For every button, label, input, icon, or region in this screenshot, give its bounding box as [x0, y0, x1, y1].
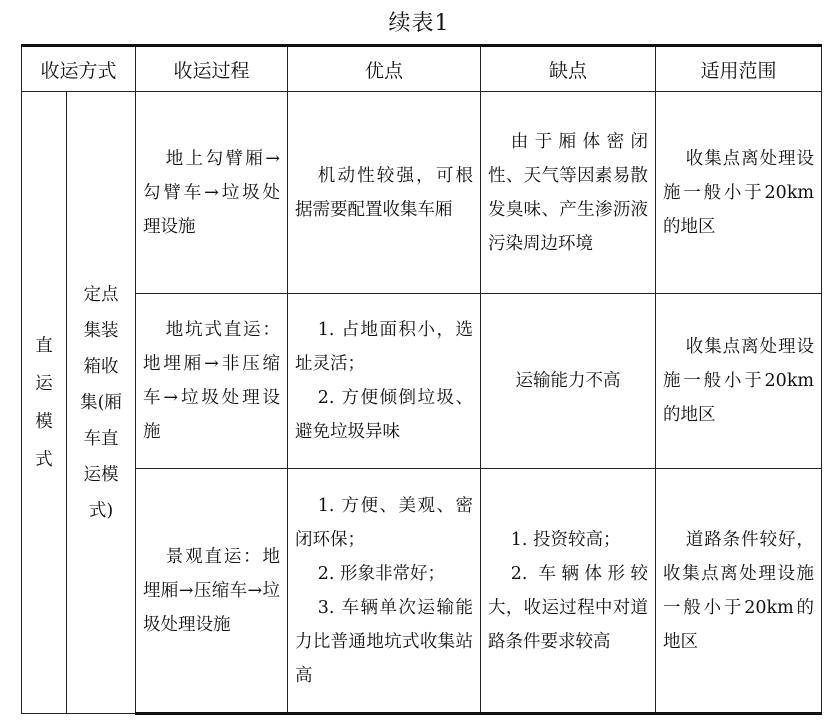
pros-item: 3. 车辆单次运输能力比普通地坑式收集站高: [295, 597, 474, 686]
header-mode: 收运方式: [22, 46, 136, 92]
process-cell: [136, 294, 288, 469]
process-cell: [136, 92, 288, 294]
cons-cell: [481, 294, 656, 469]
cons-cell: [481, 469, 656, 714]
comparison-table: [21, 44, 822, 715]
pros-item: 1. 占地面积小，选址灵活；: [295, 320, 474, 374]
header-row: [22, 46, 822, 92]
pros-text: 机动性较强，可根据需要配置收集车厢: [295, 165, 474, 220]
cons-cell: [481, 92, 656, 294]
process-cell: [136, 469, 288, 714]
submode-line: 式): [88, 500, 114, 521]
pros-cell: [288, 469, 481, 714]
cons-text: 由于厢体密闭性、天气等因素易散发臭味、产生渗沥液污染周边环境: [488, 131, 649, 254]
mode-char: 运: [35, 373, 53, 394]
submode-line: 箱收: [83, 356, 119, 377]
mode-char: 模: [35, 411, 53, 432]
submode-line: 定点: [83, 284, 119, 305]
submode-line: 运模: [83, 464, 119, 485]
submode-cell: [67, 92, 136, 714]
process-text: 景观直运：地埋厢→压缩车→垃圾处理设施: [143, 546, 281, 635]
header-cons: 缺点: [481, 46, 656, 92]
submode-line: 集(厢: [80, 392, 122, 413]
pros-item: 2. 方便倾倒垃圾、避免垃圾异味: [295, 388, 474, 442]
scope-cell: [656, 294, 822, 469]
pros-item: 2. 形象非常好；: [317, 563, 446, 584]
header-process: 收运过程: [136, 46, 288, 92]
table-caption: 续表1: [388, 11, 450, 36]
table-row: [22, 92, 822, 294]
scope-text: 道路条件较好，收集点离处理设施一般小于20km的地区: [663, 529, 815, 652]
submode-line: 集装: [83, 320, 119, 341]
cons-text: 运输能力不高: [515, 371, 621, 391]
scope-text: 收集点离处理设施一般小于20km的地区: [663, 148, 815, 237]
header-pros: 优点: [288, 46, 481, 92]
scope-cell: [656, 92, 822, 294]
scope-text: 收集点离处理设施一般小于20km的地区: [663, 337, 815, 425]
submode-line: 车直: [83, 428, 119, 449]
pros-cell: [288, 92, 481, 294]
cons-item: 2. 车辆体形较大，收运过程中对道路条件要求较高: [488, 563, 649, 652]
process-text: 地坑式直运：地埋厢→非压缩车→垃圾处理设施: [143, 320, 281, 442]
scope-cell: [656, 469, 822, 714]
header-scope: 适用范围: [656, 46, 822, 92]
pros-item: 1. 方便、美观、密闭环保；: [295, 495, 474, 550]
cons-item: 1. 投资较高；: [510, 529, 621, 550]
process-text: 地上勾臂厢→勾臂车→垃圾处理设施: [143, 148, 281, 237]
mode-char: 直: [35, 335, 53, 356]
mode-char: 式: [35, 449, 53, 470]
mode-cell: [22, 92, 67, 714]
pros-cell: [288, 294, 481, 469]
table-row: [22, 294, 822, 469]
table-row: [22, 469, 822, 714]
